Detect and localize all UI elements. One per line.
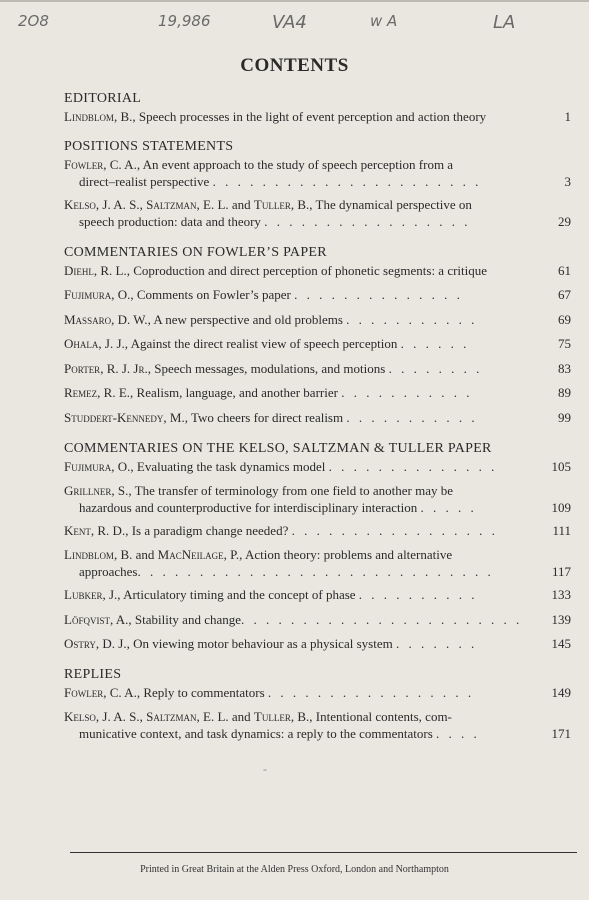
section-fowler-commentaries: COMMENTARIES ON FOWLER’S PAPER <box>64 245 327 260</box>
entry-author: Lindblom, B. <box>64 109 133 124</box>
toc-entry-massaro: Massaro, D. W., A new perspective and old problems . . . . . . . . . . . 69 <box>64 312 571 327</box>
entry-author: Fujimura, O. <box>64 287 131 302</box>
entry-author: Fujimura, O. <box>64 459 131 474</box>
entry-title-cont: hazardous and counterproductive for interdisciplinary interaction <box>79 500 418 515</box>
handwritten-note-4: w A <box>370 12 398 30</box>
toc-entry-remez: Remez, R. E., Realism, language, and another barrier . . . . . . . . . . . 89 <box>64 385 571 400</box>
entry-title: Articulatory timing and the concept of phase <box>123 587 356 602</box>
toc-entry-kelso-1: Kelso, J. A. S., Saltzman, E. L. and Tuller, B., The dynamical perspective on speech production: data and theory . . . . . . . . . . . . . . . . . 29 <box>64 197 571 229</box>
toc-entry-studdert-kennedy: Studdert-Kennedy, M., Two cheers for direct realism . . . . . . . . . . . 99 <box>64 410 571 425</box>
entry-page: 149 <box>551 685 571 700</box>
entry-title: The dynamical perspective on <box>315 197 472 212</box>
section-editorial: EDITORIAL <box>64 91 142 106</box>
handwritten-note-1: 2O8 <box>18 12 49 30</box>
entry-title: Two cheers for direct realism <box>190 410 344 425</box>
toc-entry-porter: Porter, R. J. Jr., Speech messages, modulations, and motions . . . . . . . . 83 <box>64 361 571 376</box>
toc-entry-diehl: Diehl, R. L., Coproduction and direct perception of phonetic segments: a critique 61 <box>64 263 571 278</box>
entry-title: Is a paradigm change needed? <box>131 523 289 538</box>
entry-page: 117 <box>551 564 571 579</box>
entry-author: Tuller, B. <box>253 197 310 212</box>
scan-edge <box>0 0 589 2</box>
toc-entry-ostry: Ostry, D. J., On viewing motor behaviour as a physical system . . . . . . . 145 <box>64 636 571 651</box>
toc-entry-fujimura-1: Fujimura, O., Comments on Fowler’s paper . . . . . . . . . . . . . . 67 <box>64 287 571 302</box>
entry-title: The transfer of terminology from one field to another may be <box>134 483 454 498</box>
section-positions: POSITIONS STATEMENTS <box>64 139 234 154</box>
entry-author: Grillner, S. <box>64 483 129 498</box>
entry-author: Lindblom, B. <box>64 547 133 562</box>
entry-author: Kent, R. D. <box>64 523 126 538</box>
entry-author: Fowler, C. A. <box>64 685 137 700</box>
section-kelso-commentaries: COMMENTARIES ON THE KELSO, SALTZMAN & TULLER PAPER <box>64 441 492 456</box>
entry-page: 83 <box>558 361 571 376</box>
entry-title: Intentional contents, com- <box>315 709 452 724</box>
toc-entry-fowler-1: Fowler, C. A., An event approach to the study of speech perception from a direct–realist perspective . . . . . . . . . . . . . . . . . . . . . . 3 <box>64 157 571 189</box>
entry-title: Action theory: problems and alternative <box>244 547 453 562</box>
entry-author: Kelso, J. A. S., <box>64 197 147 212</box>
footer-rule <box>70 852 577 853</box>
toc-entry-lindblom: Lindblom, B., Speech processes in the light of event perception and action theory 1 <box>64 109 571 124</box>
entry-title: Realism, language, and another barrier <box>136 385 338 400</box>
entry-title: On viewing motor behaviour as a physical system <box>133 636 393 651</box>
entry-page: 99 <box>558 410 571 425</box>
toc-entry-ohala: Ohala, J. J., Against the direct realist view of speech perception . . . . . . 75 <box>64 336 571 351</box>
entry-title-cont: direct–realist perspective <box>79 174 210 189</box>
entry-page: 89 <box>558 385 571 400</box>
stray-mark: - <box>263 762 267 776</box>
toc-entry-lofqvist: Löfqvist, A., Stability and change. . . . . . . . . . . . . . . . . . . . . . . 139 <box>64 612 571 627</box>
entry-author: Studdert-Kennedy, M. <box>64 410 185 425</box>
entry-author: Ostry, D. J. <box>64 636 127 651</box>
entry-page: 145 <box>551 636 571 651</box>
handwritten-note-3: VA4 <box>272 12 307 33</box>
entry-author: Tuller, B. <box>253 709 310 724</box>
entry-conjunction: and <box>228 197 254 212</box>
toc-entry-fowler-2: Fowler, C. A., Reply to commentators . . . . . . . . . . . . . . . . . 149 <box>64 685 571 700</box>
toc-entry-fujimura-2: Fujimura, O., Evaluating the task dynamics model . . . . . . . . . . . . . . 105 <box>64 459 571 474</box>
entry-title: Speech messages, modulations, and motions <box>154 361 386 376</box>
entry-title: Coproduction and direct perception of phonetic segments: a critique <box>133 263 488 278</box>
entry-page: 3 <box>564 174 571 189</box>
entry-title-cont: speech production: data and theory <box>79 214 261 229</box>
entry-author: Diehl, R. L. <box>64 263 127 278</box>
entry-author: MacNeilage, P. <box>157 547 240 562</box>
toc-entry-kelso-2: Kelso, J. A. S., Saltzman, E. L. and Tuller, B., Intentional contents, com- municative context, and task dynamics: a reply to the commentators . . . . 171 <box>64 709 571 741</box>
entry-page: 111 <box>552 523 571 538</box>
entry-page: 67 <box>558 287 571 302</box>
entry-conjunction: and <box>228 709 254 724</box>
entry-page: 61 <box>558 263 571 278</box>
entry-conjunction: and <box>132 547 158 562</box>
entry-page: 171 <box>551 726 571 741</box>
entry-title: Stability and change <box>134 612 242 627</box>
entry-author: Lubker, J. <box>64 587 118 602</box>
entry-title: Reply to commentators <box>143 685 265 700</box>
entry-title: Evaluating the task dynamics model <box>136 459 326 474</box>
entry-page: 109 <box>551 500 571 515</box>
entry-page: 75 <box>558 336 571 351</box>
toc-entry-lubker: Lubker, J., Articulatory timing and the concept of phase . . . . . . . . . . 133 <box>64 587 571 602</box>
entry-title: Speech processes in the light of event perception and action theory <box>138 109 487 124</box>
entry-title: Comments on Fowler’s paper <box>136 287 291 302</box>
entry-author: Kelso, J. A. S., <box>64 709 147 724</box>
entry-title: An event approach to the study of speech perception from a <box>142 157 454 172</box>
entry-page: 69 <box>558 312 571 327</box>
entry-page: 139 <box>551 612 571 627</box>
toc-entry-kent: Kent, R. D., Is a paradigm change needed? . . . . . . . . . . . . . . . . . 111 <box>64 523 571 538</box>
entry-author: Remez, R. E. <box>64 385 131 400</box>
toc-entry-grillner: Grillner, S., The transfer of terminology from one field to another may be hazardous and counterproductive for interdisciplinary interaction . . . . . 109 <box>64 483 571 515</box>
entry-title: A new perspective and old problems <box>153 312 343 327</box>
entry-author: Fowler, C. A. <box>64 157 137 172</box>
handwritten-note-2: 19,986 <box>158 12 211 30</box>
page-title: CONTENTS <box>240 55 349 76</box>
entry-page: 1 <box>564 109 571 124</box>
handwritten-note-5: LA <box>493 12 516 33</box>
entry-title-cont: municative context, and task dynamics: a reply to the commentators <box>79 726 433 741</box>
entry-author: Massaro, D. W. <box>64 312 148 327</box>
entry-author: Ohala, J. J. <box>64 336 125 351</box>
section-replies: REPLIES <box>64 667 122 682</box>
entry-author: Saltzman, E. L. <box>146 709 229 724</box>
entry-page: 133 <box>551 587 571 602</box>
entry-title-cont: approaches <box>79 564 138 579</box>
entry-page: 29 <box>558 214 571 229</box>
printer-footer: Printed in Great Britain at the Alden Press Oxford, London and Northampton <box>140 864 449 875</box>
entry-author: Saltzman, E. L. <box>146 197 229 212</box>
toc-entry-lindblom-macneilage: Lindblom, B. and MacNeilage, P., Action theory: problems and alternative approaches. . . . . . . . . . . . . . . . . . . . . . . . . . . . . 117 <box>64 547 571 579</box>
entry-page: 105 <box>551 459 571 474</box>
entry-title: Against the direct realist view of speech perception <box>130 336 398 351</box>
entry-author: Löfqvist, A. <box>64 612 129 627</box>
entry-author: Porter, R. J. Jr. <box>64 361 148 376</box>
